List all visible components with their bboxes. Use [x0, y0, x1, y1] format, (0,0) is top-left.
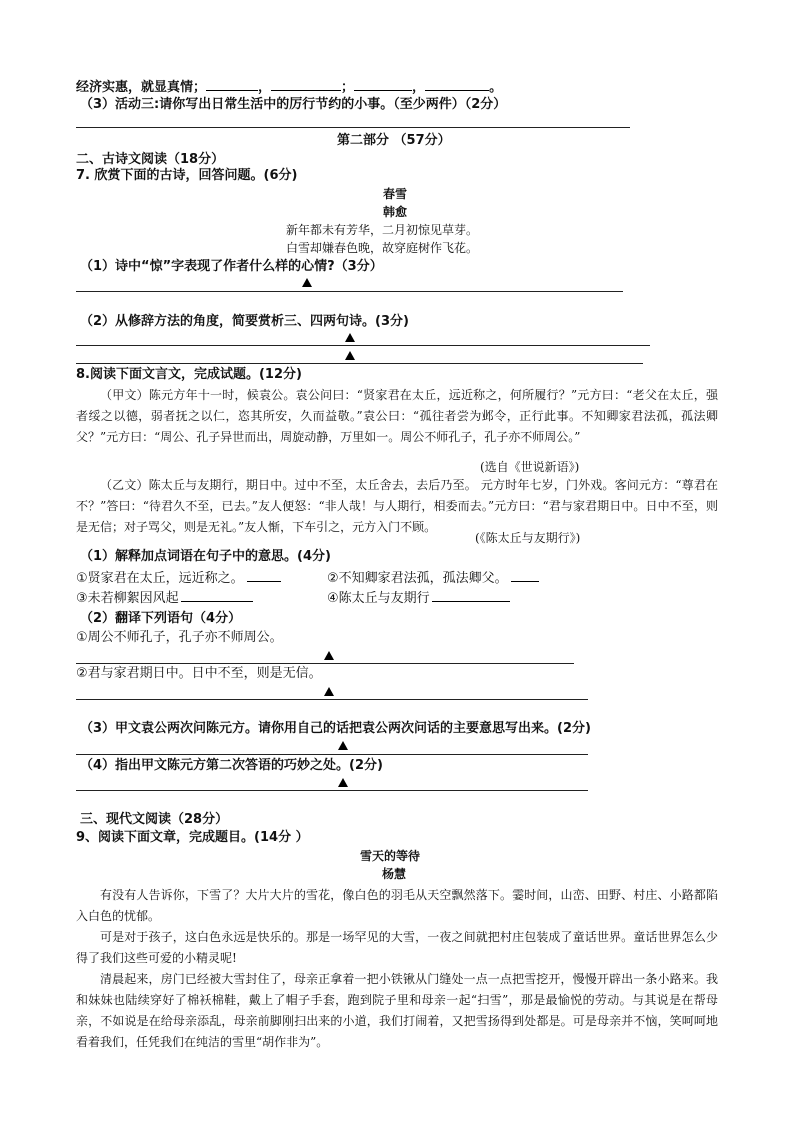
answer-triangle-icon [302, 278, 312, 287]
poem-line-1: 新年都未有芳华，二月初惊见草芽。 [286, 223, 479, 237]
q6-line1: 经济实惠，就显真情； [76, 80, 207, 95]
q8-yi-source: (《陈太丘与友期行》) [475, 531, 581, 545]
q8-word-2-text: ②不知卿家君法孤，孤法卿父。 [327, 571, 508, 586]
q8-passage-jia: （甲文）陈元方年十一时，候袁公。袁公问曰：“贤家君在太丘，远近称之，何所履行？”元方曰：“老父在太丘，强者绥之以德，弱者抚之以仁，恣其所安，久而益敬。”袁公曰：“孤往者尝为邺令，正行此事。不知卿家君法孤，孤法卿父？”元方曰：“周公、孔子异世而出，周旋动静，万里如一。周公不师孔子，孔子亦不师周公。” [76, 388, 718, 444]
q6-blank-2[interactable] [271, 78, 341, 91]
q8-word-1-text: ①贤家君在太丘，远近称之。 [76, 571, 244, 586]
q8-word-4-text: ④陈太丘与友期行 [327, 591, 430, 606]
q6-blank-3[interactable] [354, 78, 412, 91]
q8-word-1 [76, 569, 281, 587]
q8-word-2-blank[interactable] [511, 569, 539, 582]
q8-sub4: （4）指出甲文陈元方第二次答语的巧妙之处。(2分) [80, 758, 383, 773]
article-author: 杨慧 [382, 867, 407, 881]
answer-line[interactable] [76, 754, 588, 755]
q6-sep: 。 [489, 80, 503, 95]
q8-word-3 [76, 589, 253, 607]
q8-word-4 [327, 589, 510, 607]
article-paragraph-2: 可是对于孩子，这白色永远是快乐的。那是一场罕见的大雪，一夜之间就把村庄包装成了童话世界。童话世界怎么少得了我们这些可爱的小精灵呢! [76, 930, 718, 965]
answer-line[interactable] [76, 127, 630, 128]
q8-translate-1: ①周公不师孔子，孔子亦不师周公。 [76, 630, 283, 645]
q8-word-3-blank[interactable] [181, 589, 253, 602]
q6-sep: ， [258, 80, 272, 95]
poem-author: 韩愈 [383, 205, 408, 219]
q8-word-1-blank[interactable] [247, 569, 281, 582]
answer-line[interactable] [76, 699, 588, 700]
q6-sub3: （3）活动三:请你写出日常生活中的厉行节约的小事。（至少两件）（2分） [80, 97, 507, 112]
q8-word-2 [327, 569, 539, 587]
q6-blank-4[interactable] [425, 78, 489, 91]
q8-word-4-blank[interactable] [432, 589, 510, 602]
q6-fill-line [76, 78, 502, 96]
q6-sep: ； [341, 80, 355, 95]
answer-triangle-icon [324, 687, 334, 696]
answer-line[interactable] [76, 663, 574, 664]
q7-sub2: （2）从修辞方法的角度，简要赏析三、四两句诗。(3分) [80, 314, 409, 329]
answer-triangle-icon [324, 651, 334, 660]
answer-line[interactable] [76, 790, 588, 791]
answer-triangle-icon [338, 741, 348, 750]
q6-blank-1[interactable] [206, 78, 258, 91]
article-title: 雪天的等待 [360, 849, 421, 863]
sec2-heading: 二、古诗文阅读（18分） [76, 152, 225, 167]
q8-jia-source: (选自《世说新语》) [480, 460, 580, 474]
answer-line[interactable] [76, 363, 643, 364]
sec3-heading: 三、现代文阅读（28分） [80, 812, 229, 827]
answer-triangle-icon [338, 778, 348, 787]
q8-translate-2: ②君与家君期日中。日中不至，则是无信。 [76, 666, 322, 681]
answer-triangle-icon [345, 333, 355, 342]
answer-line[interactable] [76, 345, 650, 346]
q9-title: 9、阅读下面文章，完成题目。(14分 ） [76, 830, 309, 845]
part2-title: 第二部分 （57分） [337, 133, 451, 148]
q7-sub1: （1）诗中“惊”字表现了作者什么样的心情?（3分） [80, 259, 383, 274]
poem-title: 春雪 [383, 187, 408, 201]
q8-title: 8.阅读下面文言文，完成试题。(12分) [76, 367, 302, 382]
q8-sub3: （3）甲文袁公两次问陈元方。请你用自己的话把袁公两次问话的主要意思写出来。(2分) [80, 721, 591, 736]
q8-sub2: （2）翻译下列语句（4分） [80, 611, 242, 626]
answer-line[interactable] [76, 291, 623, 292]
q8-sub1: （1）解释加点词语在句子中的意思。(4分) [80, 549, 331, 564]
article-paragraph-1: 有没有人告诉你，下雪了？大片大片的雪花，像白色的羽毛从天空飘然落下。霎时间，山峦、田野、村庄、小路都陷入白色的忧郁。 [76, 888, 718, 923]
answer-triangle-icon [345, 351, 355, 360]
q8-word-3-text: ③未若柳絮因风起 [76, 591, 179, 606]
q6-sep: ， [412, 80, 426, 95]
poem-line-2: 白雪却嫌春色晚，故穿庭树作飞花。 [286, 241, 479, 255]
q7-title: 7. 欣赏下面的古诗，回答问题。(6分) [76, 168, 298, 183]
q8-passage-yi: （乙文）陈太丘与友期行，期日中。过中不至，太丘舍去，去后乃至。 元方时年七岁，门外戏。客问元方：“尊君在不？”答曰：“待君久不至，已去。”友人便怒：“非人哉！与人期行，相委而去。”元方曰：“君与家君期日中。日中不至，则是无信；对子骂父，则是无礼。”友人惭，下车引之，元方入门不顾。 [76, 478, 718, 534]
article-paragraph-3: 清晨起来，房门已经被大雪封住了，母亲正拿着一把小铁锹从门缝处一点一点把雪挖开，慢慢开辟出一条小路来。我和妹妹也陆续穿好了棉袄棉鞋，戴上了帽子手套，跑到院子里和母亲一起“扫雪”，那是最愉悦的劳动。与其说是在帮母亲，不如说是在给母亲添乱，母亲前脚刚扫出来的小道，我们打闹着，又把雪扬得到处都是。可是母亲并不恼，笑呵呵地看着我们，任凭我们在纯洁的雪里“胡作非为”。 [76, 972, 718, 1049]
